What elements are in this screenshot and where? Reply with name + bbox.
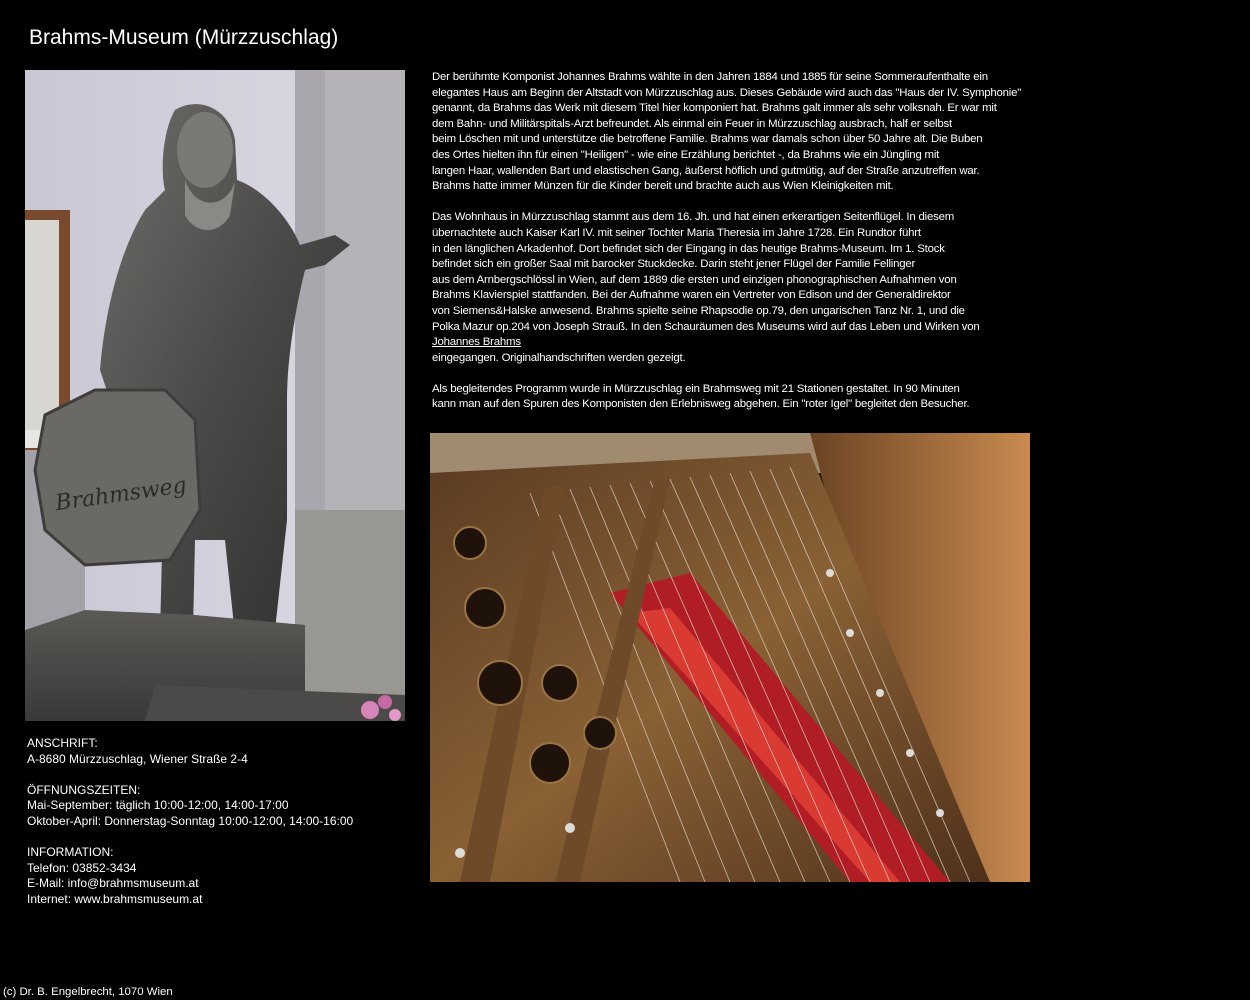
description-paragraph-2 <box>432 210 1092 366</box>
page-title: Brahms-Museum (Mürzzuschlag) <box>29 26 339 49</box>
text-line: genannt, da Brahms das Werk mit diesem Titel hier komponiert hat. Brahms galt immer als sehr volksnah. Er war mit <box>432 102 997 115</box>
text-line: Brahms Klavierspiel stattfanden. Bei der Aufnahme waren ein Vertreter von Edison und der Generaldirektor <box>432 289 951 302</box>
museum-description <box>432 70 1092 429</box>
address-value: A-8680 Mürzzuschlag, Wiener Straße 2-4 <box>27 751 248 766</box>
museum-info <box>27 736 407 923</box>
shield-engraving: Brahmsweg <box>53 473 189 517</box>
text-line: Polka Mazur op.204 von Joseph Strauß. In den Schauräumen des Museums wird auf das Leben und Wirken von <box>432 320 980 333</box>
description-paragraph-1 <box>432 70 1092 195</box>
text-line: aus dem Arnbergschlössl in Wien, auf dem 1889 die ersten und einzigen phonographischen Aufnahmen von <box>432 273 957 286</box>
email-text: E-Mail: info@brahmsmuseum.at <box>27 876 199 891</box>
piano-interior-photo <box>430 433 1030 882</box>
text-line: Das Wohnhaus in Mürzzuschlag stammt aus dem 16. Jh. und hat einen erkerartigen Seitenflügel. In diesem <box>432 211 955 224</box>
text-line: Als begleitendes Programm wurde in Mürzzuschlag ein Brahmsweg mit 21 Stationen gestaltet. In 90 Minuten <box>432 382 960 395</box>
description-paragraph-3 <box>432 382 1092 413</box>
opening-hours-summer: Mai-September: täglich 10:00-12:00, 14:00-17:00 <box>27 798 289 813</box>
text-line: eingegangen. Originalhandschriften werden gezeigt. <box>432 351 686 364</box>
copyright-footer: (c) Dr. B. Engelbrecht, 1070 Wien <box>3 986 173 998</box>
address-block <box>27 736 407 767</box>
text-line: Brahms hatte immer Münzen für die Kinder bereit und brachte auch aus Wien Kleinigkeiten mit. <box>432 180 894 193</box>
contact-label: INFORMATION: <box>27 845 114 860</box>
text-line: in den länglichen Arkadenhof. Dort befindet sich der Eingang in das heutige Brahms-Museum. Im 1. Stock <box>432 242 945 255</box>
text-line: langen Haar, wallenden Bart und elastischen Gang, äußerst höflich und gutmütig, auf der Straße anzutreffen war. <box>432 164 980 177</box>
text-line: befindet sich ein großer Saal mit barocker Stuckdecke. Darin steht jener Flügel der Familie Fellinger <box>432 258 916 271</box>
opening-hours-label: ÖFFNUNGSZEITEN: <box>27 782 141 797</box>
contact-block <box>27 845 407 907</box>
phone-text: Telefon: 03852-3434 <box>27 860 137 875</box>
text-line: dem Bahn- und Militärspitals-Arzt befreundet. Als einmal ein Feuer in Mürzzuschlag ausbrach, half er selbst <box>432 117 952 130</box>
brahms-statue-photo <box>25 70 405 721</box>
text-line: Der berühmte Komponist Johannes Brahms wählte in den Jahren 1884 und 1885 für seine Sommeraufenthalte ein <box>432 71 988 83</box>
opening-hours-block <box>27 783 407 830</box>
text-line: des Ortes hielten ihn für einen "Heiligen" - wie eine Erzählung berichtet -, da Brahms wie ein Jüngling mit <box>432 148 940 161</box>
text-line: beim Löschen mit und unterstütze die betroffene Familie. Brahms war damals schon über 50 Jahre alt. Die Buben <box>432 133 983 146</box>
text-line: übernachtete auch Kaiser Karl IV. mit seiner Tochter Maria Theresia im Jahre 1728. Ein Rundtor führt <box>432 226 921 239</box>
address-label: ANSCHRIFT: <box>27 736 98 750</box>
opening-hours-winter: Oktober-April: Donnerstag-Sonntag 10:00-12:00, 14:00-16:00 <box>27 813 354 828</box>
text-line: von Siemens&Halske anwesend. Brahms spielte seine Rhapsodie op.79, den ungarischen Tanz Nr. 1, und die <box>432 304 965 317</box>
text-line: kann man auf den Spuren des Komponisten den Erlebnisweg abgehen. Ein "roter Igel" begleitet den Besucher. <box>432 398 970 411</box>
website-text: Internet: www.brahmsmuseum.at <box>27 891 203 906</box>
johannes-brahms-link[interactable]: Johannes Brahms <box>432 336 521 349</box>
text-line: elegantes Haus am Beginn der Altstadt von Mürzzuschlag aus. Dieses Gebäude wird auch das "Haus der IV. Symphonie" <box>432 86 1022 99</box>
